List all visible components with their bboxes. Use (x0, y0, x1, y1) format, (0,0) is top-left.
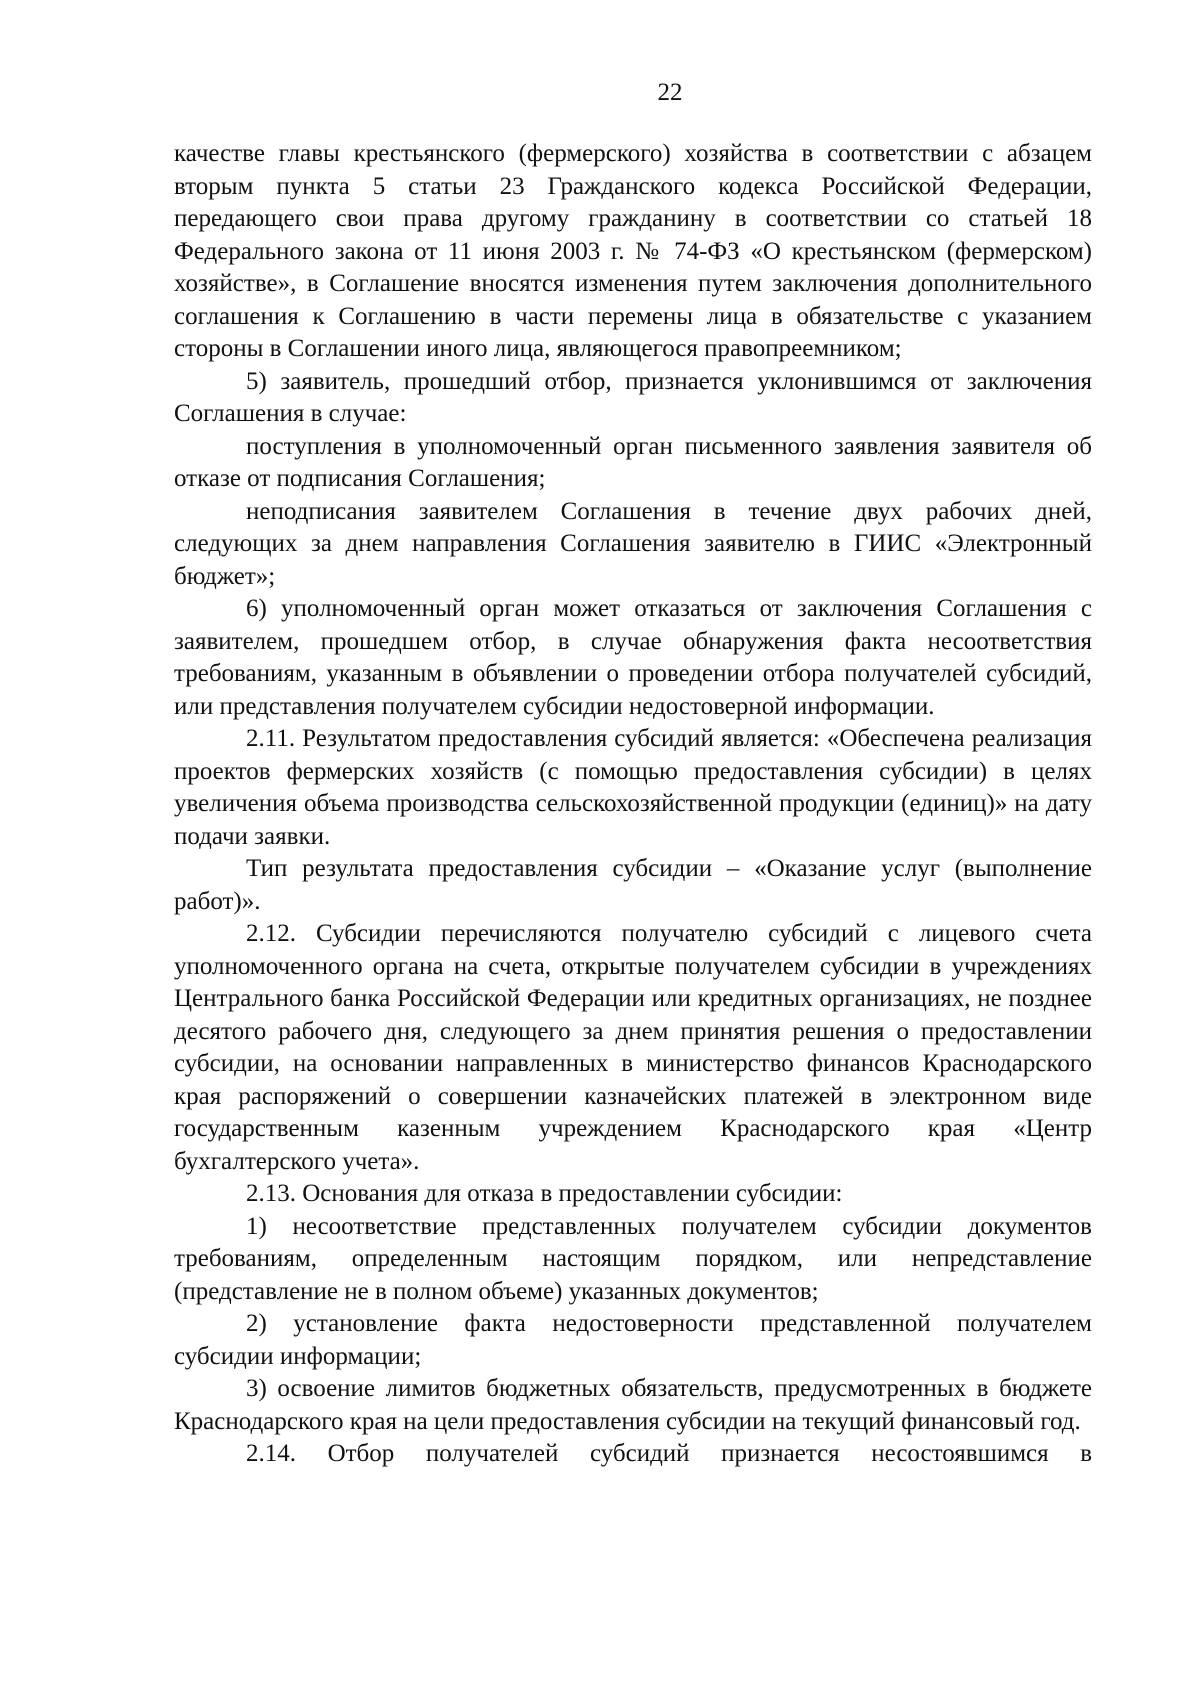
paragraph-refusal-ground-3: 3) освоение лимитов бюджетных обязательств, предусмотренных в бюджете Краснодарского края на цели предоставления субсидии на текущий финансовый год. (174, 1375, 1092, 1435)
paragraph-section-2-12: 2.12. Субсидии перечисляются получателю субсидий с лицевого счета уполномоченного органа на счета, открытые получателем субсидии в учреждениях Центрального банка Российской Федерации или кредитных организациях, не позднее десятого рабочего дня, следующего за днем принятия решения о предоставлении субсидии, на основании направленных в министерство финансов Краснодарского края распоряжений о совершении казначейских платежей в электронном виде государственным казенным учреждением Краснодарского края «Центр бухгалтерского учета». (174, 920, 1092, 1175)
page-number: 22 (657, 79, 683, 106)
paragraph-item-5: 5) заявитель, прошедший отбор, признается уклонившимся от заключения Соглашения в случае: (174, 367, 1092, 427)
paragraph-item-6: 6) уполномоченный орган может отказаться от заключения Соглашения с заявителем, прошедшем отбор, в случае обнаружения факта несоответствия требованиям, указанным в объявлении о проведении отбора получателей субсидий, или представления получателем субсидии недостоверной информации. (174, 595, 1092, 720)
paragraph-section-2-13: 2.13. Основания для отказа в предоставлении субсидии: (246, 1180, 843, 1207)
paragraph-result-type: Тип результата предоставления субсидии – «Оказание услуг (выполнение работ)». (174, 855, 1092, 915)
paragraph-section-2-14: 2.14. Отбор получателей субсидий признается несостоявшимся в (246, 1440, 1092, 1467)
paragraph-non-signing: неподписания заявителем Соглашения в течение двух рабочих дней, следующих за днем направления Соглашения заявителю в ГИИС «Электронный бюджет»; (174, 497, 1092, 590)
document-body (174, 138, 1092, 1471)
paragraph-section-2-11: 2.11. Результатом предоставления субсидий является: «Обеспечена реализация проектов фермерских хозяйств (с помощью предоставления субсидии) в целях увеличения объема производства сельскохозяйственной продукции (единиц)» на дату подачи заявки. (174, 725, 1092, 850)
paragraph-refusal-ground-2: 2) установление факта недостоверности представленной получателем субсидии информации; (174, 1310, 1092, 1370)
paragraph-continuation: качестве главы крестьянского (фермерского) хозяйства в соответствии с абзацем вторым пункта 5 статьи 23 Гражданского кодекса Российской Федерации, передающего свои права другому гражданину в соответствии со статьей 18 Федерального закона от 11 июня 2003 г. № 74-ФЗ «О крестьянском (фермерском) хозяйстве», в Соглашение вносятся изменения путем заключения дополнительного соглашения к Соглашению в части перемены лица в обязательстве с указанием стороны в Соглашении иного лица, являющегося правопреемником; (174, 140, 1092, 362)
paragraph-refusal-ground-1: 1) несоответствие представленных получателем субсидии документов требованиям, определенным настоящим порядком, или непредставление (представление не в полном объеме) указанных документов; (174, 1212, 1092, 1305)
paragraph-receipt-of-refusal: поступления в уполномоченный орган письменного заявления заявителя об отказе от подписания Соглашения; (174, 432, 1092, 492)
